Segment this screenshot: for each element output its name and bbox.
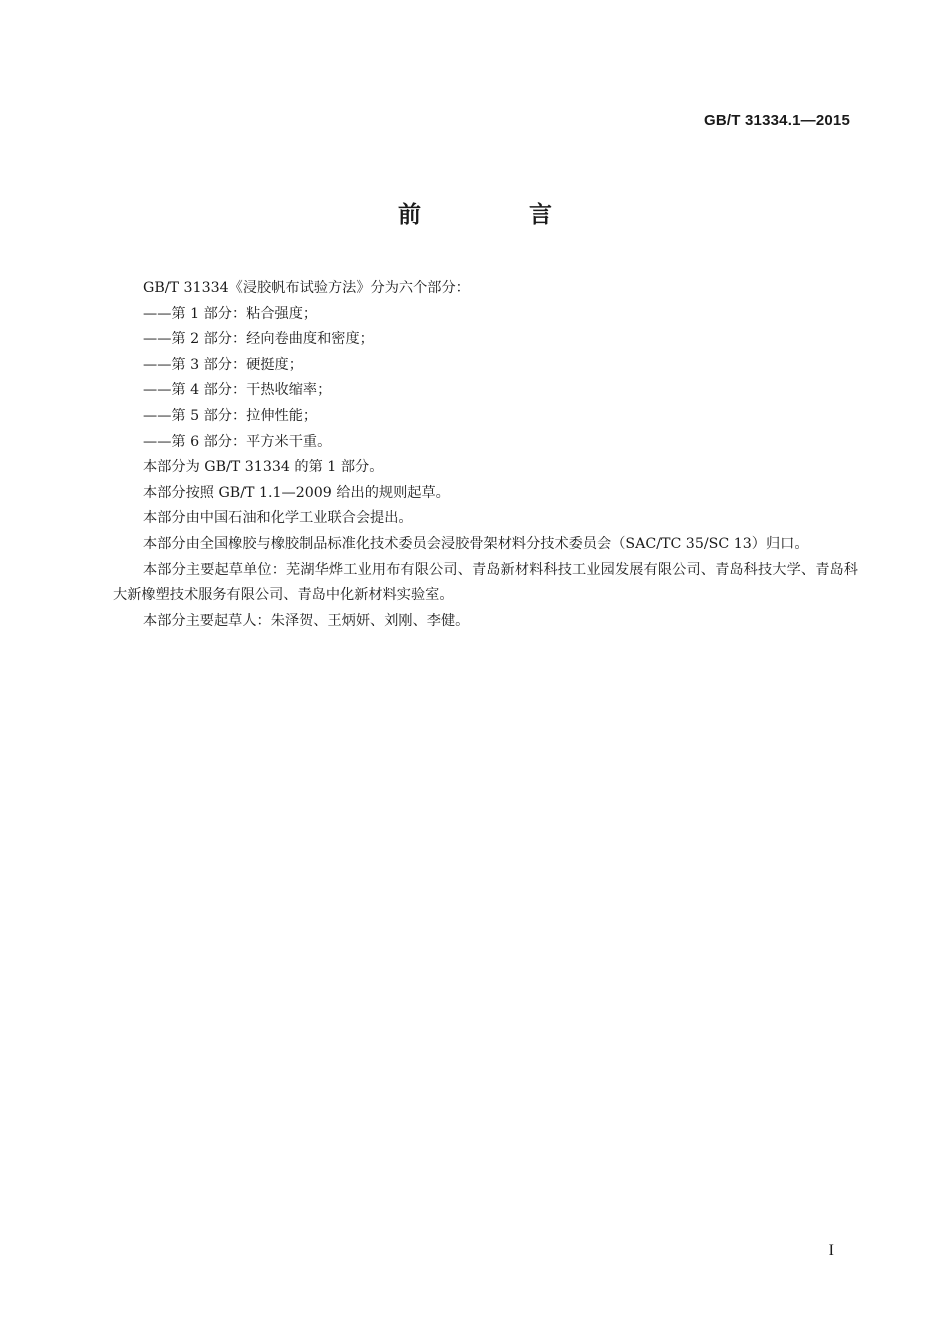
paragraph-drafting-units: 本部分主要起草单位：芜湖华烨工业用布有限公司、青岛新材料科技工业园发展有限公司、青岛科技大学、青岛科大新橡塑技术服务有限公司、青岛中化新材料实验室。	[113, 561, 858, 604]
part-item-4: ——第 4 部分：干热收缩率；	[143, 382, 332, 399]
intro-paragraph: GB/T 31334《浸胶帆布试验方法》分为六个部分：	[143, 280, 470, 296]
part-item-5: ——第 5 部分：拉伸性能；	[143, 407, 318, 424]
paragraph-drafting-rules: 本部分按照 GB/T 1.1—2009 给出的规则起草。	[143, 484, 450, 501]
part-item-2: ——第 2 部分：经向卷曲度和密度；	[143, 331, 374, 348]
standard-number: GB/T 31334.1—2015	[704, 112, 850, 129]
paragraph-proposer: 本部分由中国石油和化学工业联合会提出。	[143, 510, 413, 527]
paragraph-drafters: 本部分主要起草人：朱泽贺、王炳妍、刘刚、李健。	[143, 612, 470, 629]
paragraph-part-scope: 本部分为 GB/T 31334 的第 1 部分。	[143, 459, 384, 476]
paragraph-committee: 本部分由全国橡胶与橡胶制品标准化技术委员会浸胶骨架材料分技术委员会（SAC/TC 35/SC 13）归口。	[143, 535, 809, 552]
part-item-3: ——第 3 部分：硬挺度；	[143, 356, 303, 373]
part-item-6: ——第 6 部分：平方米干重。	[143, 433, 332, 450]
foreword-body	[113, 276, 858, 634]
part-item-1: ——第 1 部分：粘合强度；	[143, 305, 318, 322]
page-number: I	[828, 1242, 834, 1259]
page-title: 前 言	[397, 202, 602, 228]
